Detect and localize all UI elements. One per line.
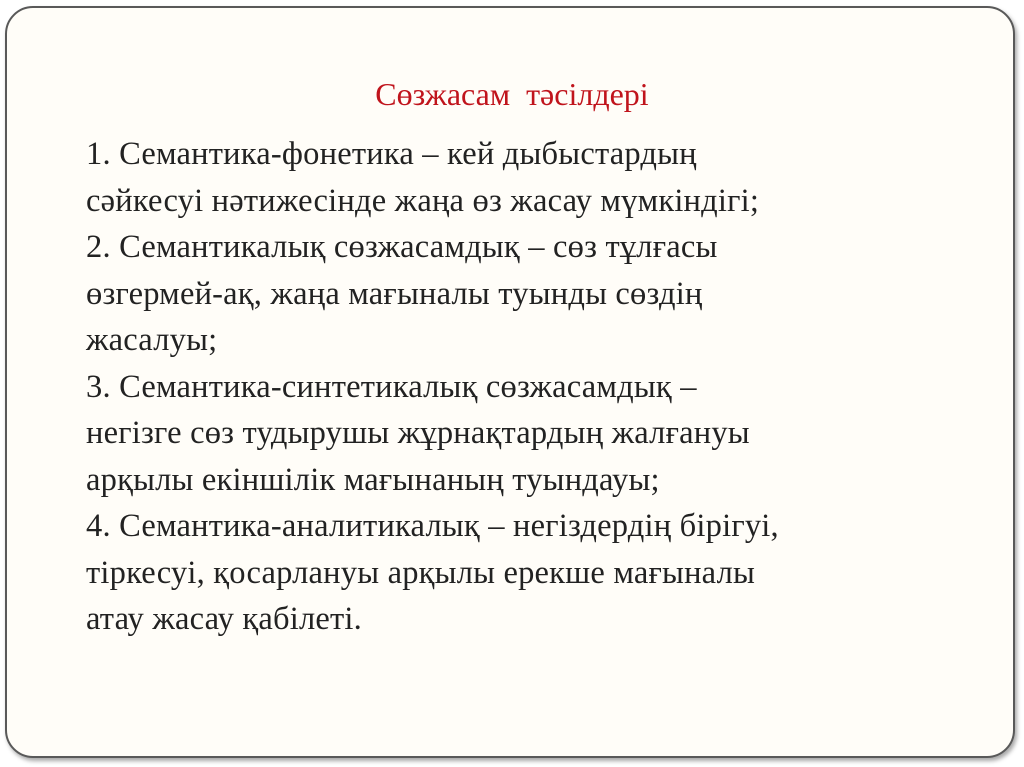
body-line: өзгермей-ақ, жаңа мағыналы туынды сөздің	[86, 275, 703, 312]
body-line: атау жасау қабілеті.	[86, 601, 362, 637]
body-line: 4. Семантика-аналитикалық – негіздердің бірігуі,	[86, 508, 779, 544]
slide-body	[86, 131, 986, 643]
body-line: 3. Семантика-синтетикалық сөзжасамдық –	[86, 368, 697, 405]
body-line: арқылы екіншілік мағынаның туындауы;	[86, 461, 660, 498]
body-line: сәйкесуі нәтижесінде жаңа өз жасау мүмкіндігі;	[86, 182, 760, 219]
body-line: жасалуы;	[86, 322, 218, 358]
body-line: 2. Семантикалық сөзжасамдық – сөз тұлғасы	[86, 229, 718, 265]
body-line: тіркесуі, қосарлануы арқылы ерекше мағыналы	[86, 554, 756, 591]
body-line: негізге сөз тудырушы жұрнақтардың жалғануы	[86, 415, 750, 451]
slide-title: Сөзжасам тәсілдері	[375, 76, 649, 112]
body-line: 1. Семантика-фонетика – кей дыбыстардың	[86, 136, 697, 172]
